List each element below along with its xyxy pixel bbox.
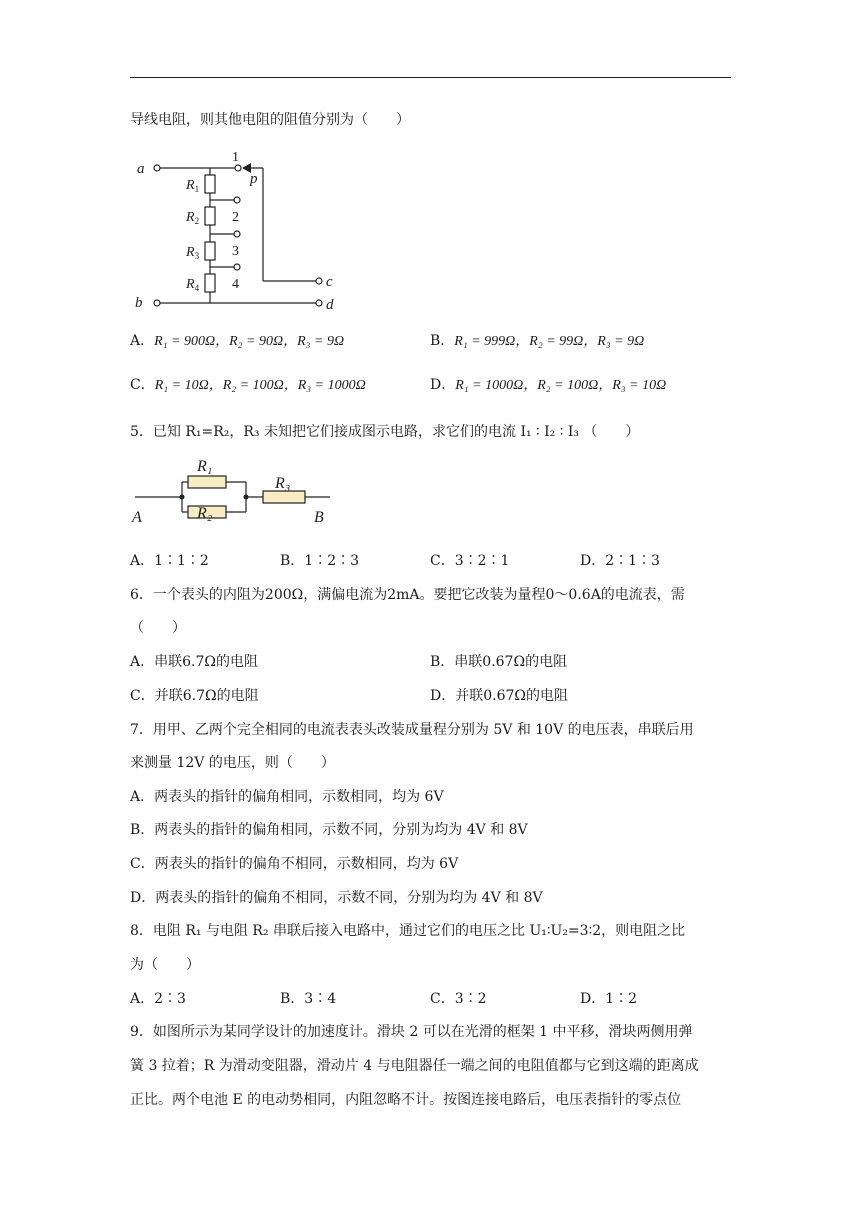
q4-resistor-label-r4: $R_4$	[186, 277, 200, 293]
q5-label-b: B	[314, 509, 324, 526]
q9-stem-line2: 簧 3 拉着；R 为滑动变阻器，滑动片 4 与电阻器任一端之间的电阻值都与它到这端的距离成	[130, 1058, 699, 1074]
q4-terminal-3: 3	[232, 244, 239, 259]
q4-label-b: b	[135, 295, 143, 311]
q4-label-c: c	[326, 274, 333, 290]
q4-option-b: B．R₁ = 999Ω，R₂ = 99Ω，R₃ = 9Ω	[430, 333, 645, 349]
q8-option-b: B．3∶4	[280, 991, 337, 1007]
q8-option-a: A．2∶3	[130, 991, 186, 1007]
q9-stem-line1: 9．如图所示为某同学设计的加速度计。滑块 2 可以在光滑的框架 1 中平移，滑块两侧用弹	[130, 1024, 693, 1040]
q5-label-r2: R₂	[197, 505, 213, 522]
q7-option-b: B．两表头的指针的偏角相同，示数不同，分别为均为 4V 和 8V	[130, 822, 528, 838]
q5-option-c: C．3∶2∶1	[430, 553, 510, 569]
q5-circuit-figure	[130, 452, 350, 532]
q8-stem-line1: 8．电阻 R₁ 与电阻 R₂ 串联后接入电路中，通过它们的电压之比 U₁∶U₂=3∶2，则电阻之比	[130, 923, 686, 939]
q4-terminal-1: 1	[232, 150, 239, 165]
q8-option-d: D．1∶2	[580, 991, 638, 1007]
q4-resistor-label-r2: $R_2$	[186, 210, 200, 226]
q4-option-a: A．R₁ = 900Ω，R₂ = 90Ω，R₃ = 9Ω	[130, 333, 345, 349]
q8-stem-line2: 为（ ）	[130, 957, 200, 973]
q4-resistor-label-r3: $R_3$	[186, 245, 200, 261]
q5-option-d: D．2∶1∶3	[580, 553, 660, 569]
q4-stem-tail: 导线电阻，则其他电阻的阻值分别为（ ）	[130, 112, 410, 128]
q4-option-d: D．R₁ = 1000Ω，R₂ = 100Ω，R₃ = 10Ω	[430, 377, 667, 393]
q7-option-c: C．两表头的指针的偏角不相同，示数相同，均为 6V	[130, 856, 459, 872]
q6-option-b: B．串联0.67Ω的电阻	[430, 654, 568, 670]
q7-stem-line2: 来测量 12V 的电压，则（ ）	[130, 755, 335, 771]
q4-label-p: p	[250, 171, 258, 187]
q5-option-a: A．1∶1∶2	[130, 553, 209, 569]
q7-option-d: D．两表头的指针的偏角不相同，示数不同，分别为均为 4V 和 8V	[130, 890, 543, 906]
q6-option-a: A．串联6.7Ω的电阻	[130, 654, 258, 670]
q5-option-b: B．1∶2∶3	[280, 553, 360, 569]
q9-stem-line3: 正比。两个电池 E 的电动势相同，内阻忽略不计。按图连接电路后，电压表指针的零点位	[130, 1092, 682, 1108]
q6-option-c: C．并联6.7Ω的电阻	[130, 688, 259, 704]
q5-stem: 5．已知 R₁=R₂，R₃ 未知把它们接成图示电路，求它们的电流 I₁ ∶ I₂ ∶ I₃ （ ）	[130, 424, 640, 440]
q4-label-d: d	[326, 297, 334, 313]
q7-stem-line1: 7．用甲、乙两个完全相同的电流表表头改装成量程分别为 5V 和 10V 的电压表，串联后用	[130, 722, 694, 738]
q4-label-a: a	[137, 161, 145, 177]
q8-option-c: C．3∶2	[430, 991, 487, 1007]
q4-terminal-2: 2	[232, 210, 239, 225]
q6-stem-line2: （ ）	[130, 620, 186, 636]
q7-option-a: A．两表头的指针的偏角相同，示数相同，均为 6V	[130, 789, 444, 805]
q5-label-r1: R₁	[197, 458, 213, 475]
q4-terminal-4: 4	[232, 277, 239, 292]
q5-label-r3: R₃	[275, 475, 291, 492]
q4-circuit-figure	[130, 145, 350, 315]
q6-option-d: D．并联0.67Ω的电阻	[430, 688, 569, 704]
q6-stem-line1: 6．一个表头的内阻为200Ω，满偏电流为2mA。要把它改装为量程0～0.6A的电流表，需	[130, 587, 685, 603]
q4-resistor-label-r1: $R_1$	[186, 178, 200, 194]
header-rule	[130, 77, 731, 78]
q4-option-c: C．R₁ = 10Ω，R₂ = 100Ω，R₃ = 1000Ω	[130, 377, 366, 393]
q5-label-a: A	[132, 509, 142, 526]
